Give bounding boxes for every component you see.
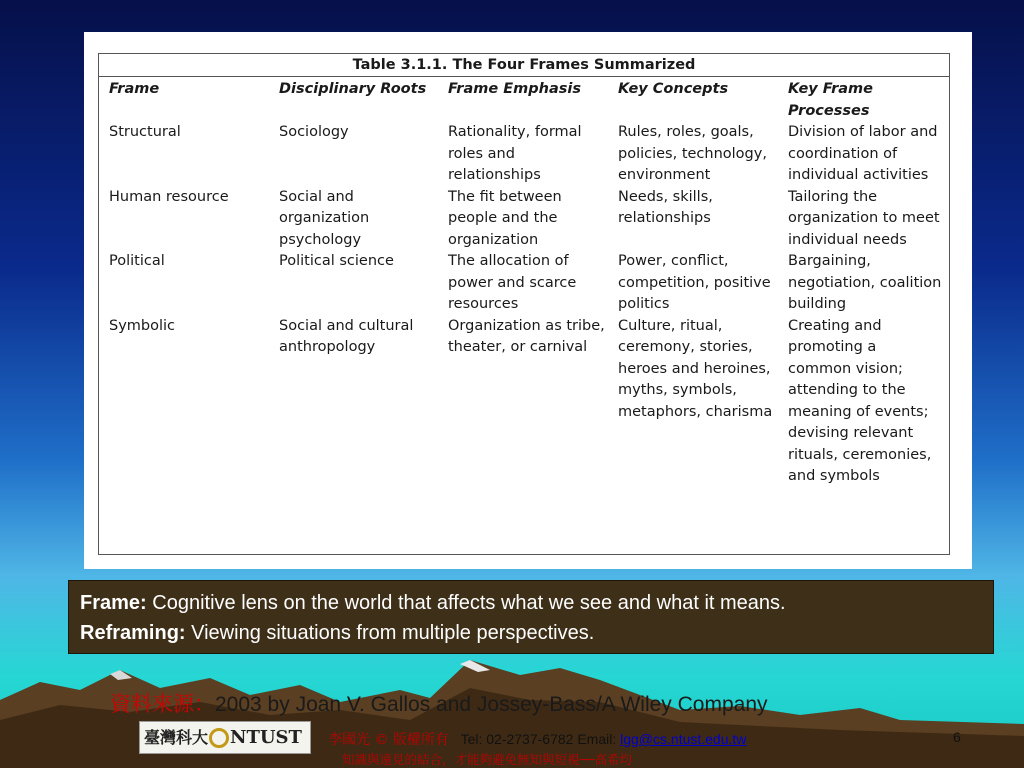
footer-author: 李國光 © 版權所有 [328, 732, 449, 748]
table-header: Disciplinary Roots [279, 81, 427, 97]
definitions-box [68, 580, 994, 654]
page-number: 6 [953, 729, 961, 745]
footer-tel: Tel: 02-2737-6782 Email: [460, 731, 621, 747]
table-cell: Rationality, formal roles and relationships [448, 124, 582, 183]
logo-cjk-text: 臺灣科大 [144, 728, 209, 747]
ntust-logo [139, 721, 311, 754]
reframing-text: Viewing situations from multiple perspectives. [185, 622, 595, 644]
table-cell: Organization as tribe, theater, or carnival [448, 317, 605, 355]
source-text: 2003 by Joan V. Gallos and Jossey-Bass/A Wiley Company [215, 693, 768, 716]
frame-term: Frame: [80, 592, 147, 614]
table-header: Key Concepts [618, 81, 729, 97]
footer-quote: 知識與遠見的結合，才能夠避免無知與短視──高希均 [342, 752, 633, 767]
logo-text: NTUST [230, 727, 302, 748]
table-grid [99, 77, 949, 488]
table-cell: The fit between people and the organization [448, 188, 562, 248]
table-cell: Division of labor and coordination of individual activities [788, 124, 938, 183]
table-cell: Structural [109, 124, 181, 140]
table-cell: Power, conflict, competition, positive politics [618, 253, 771, 312]
table-image [84, 32, 972, 569]
logo-emblem-icon [209, 728, 229, 748]
table-cell: Creating and promoting a common vision; attending to the meaning of events; devising relevant rituals, ceremonies, and symbols [788, 317, 932, 484]
frame-text: Cognitive lens on the world that affects what we see and what it means. [146, 592, 786, 614]
table-cell: Political [109, 253, 165, 269]
table-header: Frame [109, 81, 160, 97]
four-frames-table [98, 53, 950, 555]
table-cell: Rules, roles, goals, policies, technology, environment [618, 124, 767, 183]
table-cell: Social and organization psychology [279, 188, 370, 248]
email-link[interactable]: lgg@cs.ntust.edu.tw [620, 731, 747, 747]
source-citation [110, 688, 768, 718]
table-cell: Social and cultural anthropology [279, 317, 414, 355]
reframing-definition [80, 618, 594, 648]
footer-contact [328, 729, 746, 749]
table-cell: Symbolic [109, 317, 176, 334]
reframing-term: Reframing: [80, 622, 186, 644]
source-label: 資料來源： [110, 692, 215, 716]
table-cell: Human resource [109, 188, 229, 205]
table-cell: Culture, ritual, ceremony, stories, heroes and heroines, myths, symbols, metaphors, charisma [618, 317, 773, 420]
table-cell: Bargaining, negotiation, coalition building [788, 253, 942, 312]
table-header: Frame Emphasis [448, 81, 581, 97]
table-title: Table 3.1.1. The Four Frames Summarized [99, 54, 949, 77]
table-cell: The allocation of power and scarce resources [448, 253, 577, 312]
table-header: Key Frame Processes [788, 81, 873, 119]
frame-definition [80, 588, 786, 618]
table-cell: Political science [279, 253, 394, 269]
table-cell: Needs, skills, relationships [618, 188, 713, 226]
table-cell: Tailoring the organization to meet individual needs [788, 188, 940, 248]
table-cell: Sociology [279, 124, 349, 140]
